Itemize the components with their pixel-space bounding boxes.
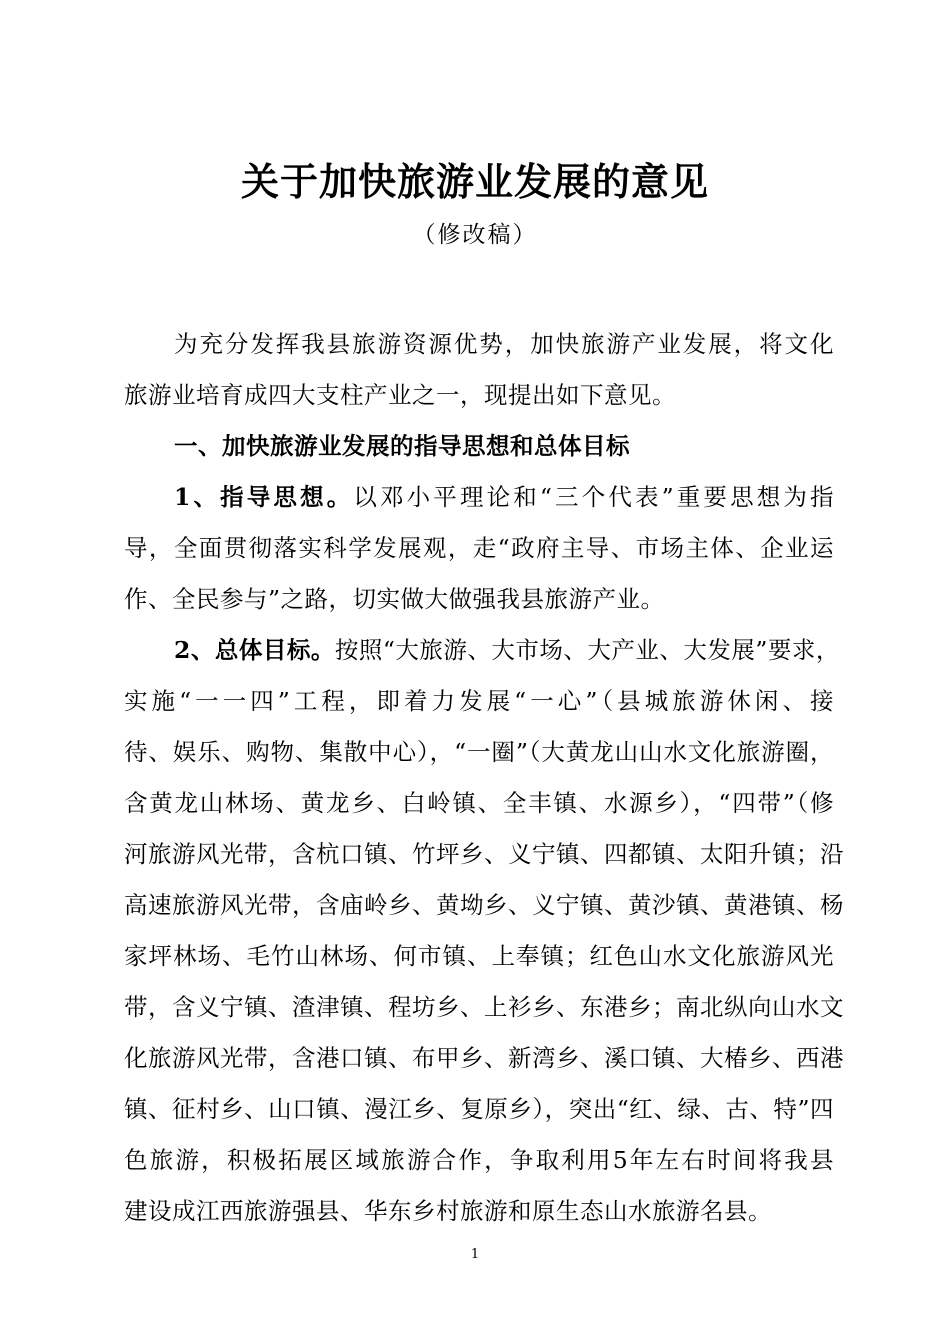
item-label: 1、指导思想。 (174, 483, 354, 511)
section-heading: 一、加快旅游业发展的指导思想和总体目标 (174, 432, 630, 460)
paragraph-line: 色旅游，积极拓展区域旅游合作，争取利用5年左右时间将我县 (124, 1146, 834, 1174)
intro-paragraph (124, 319, 834, 421)
guiding-ideology-paragraph (124, 472, 834, 625)
document-subtitle: （修改稿） (412, 222, 538, 248)
paragraph-line: 作、全民参与”之路，切实做大做强我县旅游产业。 (124, 585, 665, 613)
paragraph-line: 为充分发挥我县旅游资源优势，加快旅游产业发展，将文化 (174, 330, 834, 358)
paragraph-line (124, 625, 840, 676)
paragraph-line: 河旅游风光带，含杭口镇、竹坪乡、义宁镇、四都镇、太阳升镇；沿 (124, 840, 844, 868)
item-text: 按照“大旅游、大市场、大产业、大发展”要求， (334, 636, 840, 664)
document-title: 关于加快旅游业发展的意见 (240, 159, 709, 204)
item-text: 以邓小平理论和“三个代表”重要思想为指 (353, 483, 835, 511)
paragraph-line: 化旅游风光带，含港口镇、布甲乡、新湾乡、溪口镇、大椿乡、西港 (124, 1044, 844, 1072)
paragraph-line (124, 472, 834, 523)
item-label: 2、总体目标。 (174, 636, 335, 664)
paragraph-line: 实施“一一四”工程，即着力发展“一心”（县城旅游休闲、接 (124, 687, 834, 715)
paragraph-line: 高速旅游风光带，含庙岭乡、黄坳乡、义宁镇、黄沙镇、黄港镇、杨 (124, 891, 844, 919)
paragraph-line: 带，含义宁镇、渣津镇、程坊乡、上衫乡、东港乡；南北纵向山水文 (124, 993, 844, 1021)
paragraph-line: 旅游业培育成四大支柱产业之一，现提出如下意见。 (124, 381, 676, 409)
overall-goal-paragraph (124, 625, 844, 1237)
paragraph-line: 导，全面贯彻落实科学发展观，走“政府主导、市场主体、企业运 (124, 534, 834, 562)
paragraph-line: 待、娱乐、购物、集散中心），“一圈”（大黄龙山山水文化旅游圈， (124, 738, 834, 766)
page-number: 1 (470, 1247, 480, 1262)
paragraph-line: 含黄龙山林场、黄龙乡、白岭镇、全丰镇、水源乡），“四带”（修 (124, 789, 834, 817)
paragraph-line: 镇、征村乡、山口镇、漫江乡、复原乡），突出“红、绿、古、特”四 (124, 1095, 834, 1123)
document-body (124, 319, 844, 1237)
paragraph-line: 建设成江西旅游强县、华东乡村旅游和原生态山水旅游名县。 (124, 1197, 772, 1225)
paragraph-line: 家坪林场、毛竹山林场、何市镇、上奉镇；红色山水文化旅游风光 (124, 942, 834, 970)
